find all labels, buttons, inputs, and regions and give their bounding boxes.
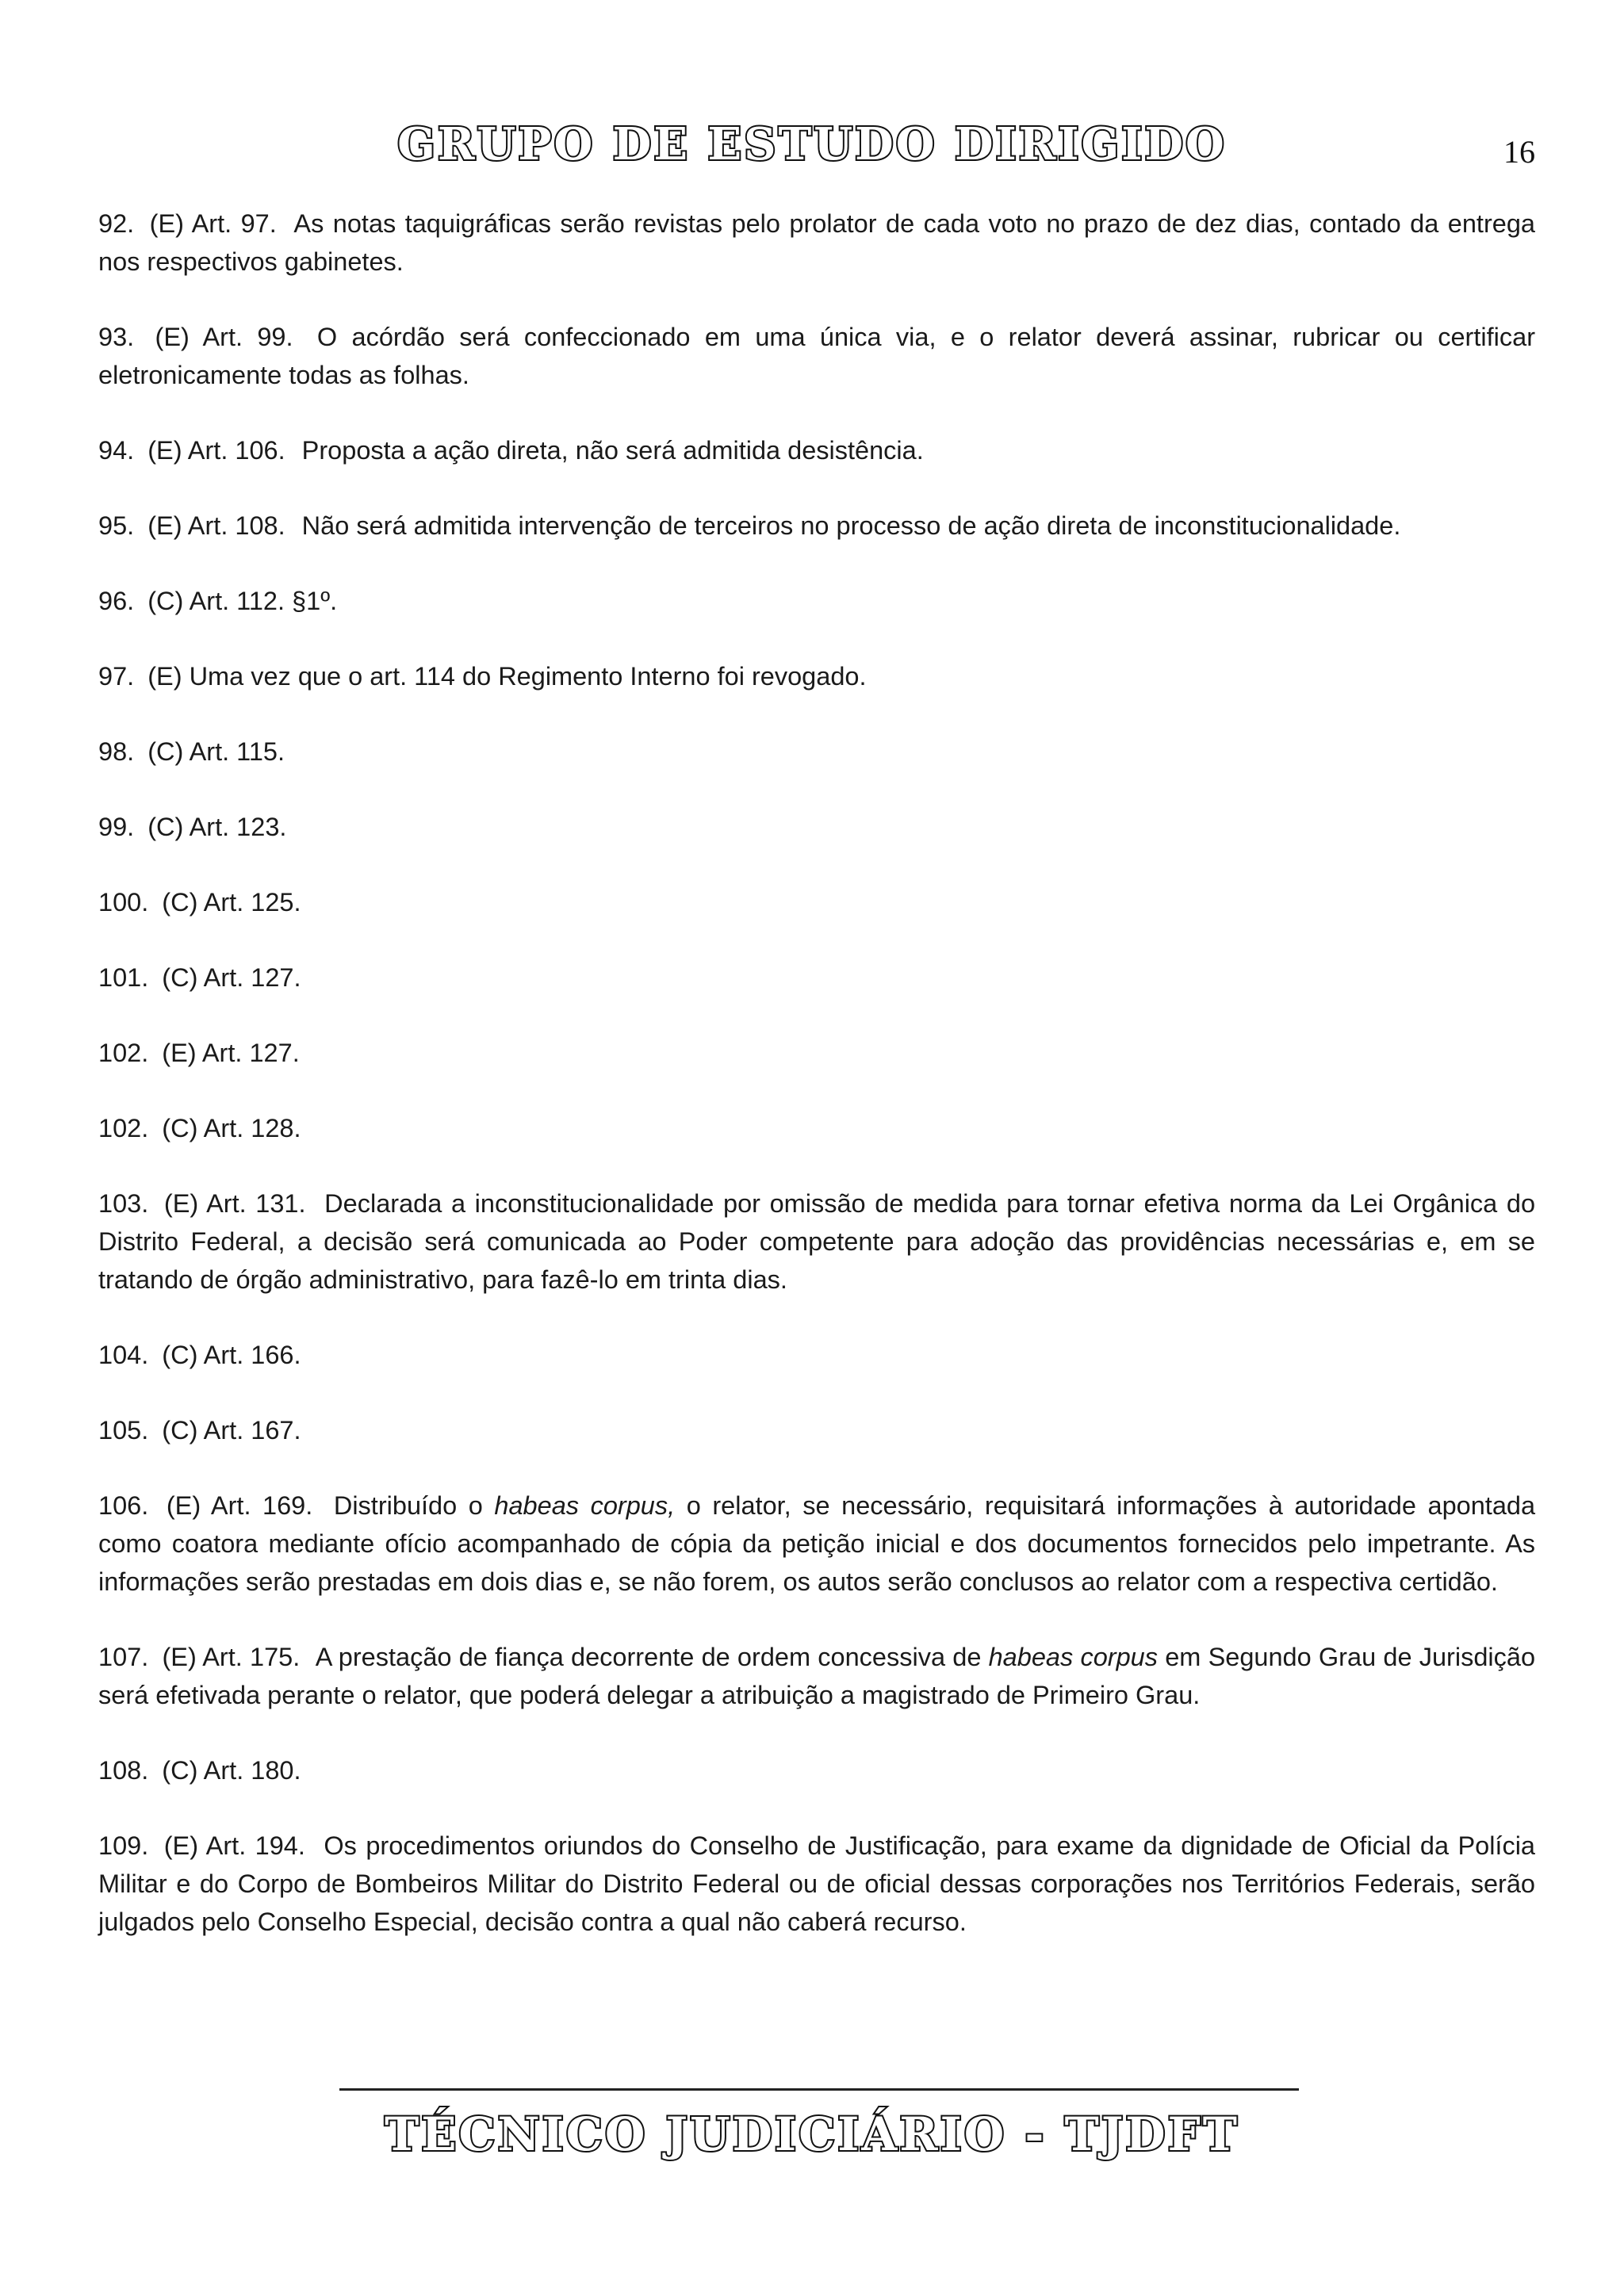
item-answer: (C) (162, 888, 198, 916)
item-number: 93. (98, 323, 135, 351)
item-answer: (E) (163, 1189, 199, 1218)
item-number: 96. (98, 587, 135, 615)
footer-divider (339, 2088, 1299, 2091)
item-text-before: A prestação de fiança decorrente de ordem concessiva de (315, 1643, 982, 1671)
item-text: O acórdão será confeccionado em uma única via, e o relator deverá assinar, rubricar ou certificar eletronicamente todas as folhas. (98, 323, 1536, 389)
item-article: Art. 169. (210, 1491, 313, 1520)
item-answer: (C) (162, 1341, 198, 1369)
item-article: Art. 106. (187, 436, 285, 465)
item-text: Proposta a ação direta, não será admitida desistência. (301, 436, 924, 465)
page-header (0, 113, 1624, 176)
answer-item-100 (98, 883, 1535, 921)
answer-item-108 (98, 1751, 1535, 1789)
item-text-italic: habeas corpus, (494, 1491, 676, 1520)
item-answer: (C) (162, 1114, 198, 1142)
answer-item-98 (98, 733, 1535, 771)
item-number: 102. (98, 1114, 149, 1142)
item-article: Art. 128. (203, 1114, 301, 1142)
item-answer: (E) (147, 662, 182, 691)
item-article: Art. 112. §1º. (189, 587, 338, 615)
page-title: GRUPO DE ESTUDO DIRIGIDO (397, 118, 1227, 170)
item-answer: (C) (147, 737, 184, 766)
item-number: 106. (98, 1491, 149, 1520)
answer-item-101 (98, 959, 1535, 997)
page-number: 16 (1503, 134, 1535, 170)
item-answer: (E) (162, 1039, 197, 1067)
item-number: 108. (98, 1756, 149, 1785)
item-number: 103. (98, 1189, 149, 1218)
item-article: Art. 115. (189, 737, 285, 766)
item-text-italic: habeas corpus (988, 1643, 1158, 1671)
item-number: 109. (98, 1831, 149, 1860)
item-article: Art. 167. (203, 1416, 301, 1445)
answer-item-106 (98, 1487, 1535, 1601)
answer-item-99 (98, 808, 1535, 846)
item-text-before: Distribuído o (333, 1491, 483, 1520)
answer-item-102b (98, 1109, 1535, 1147)
item-number: 101. (98, 963, 149, 992)
item-number: 100. (98, 888, 149, 916)
item-article: Art. 131. (206, 1189, 306, 1218)
answer-item-93 (98, 318, 1535, 394)
answer-item-97 (98, 657, 1535, 695)
item-text: Não será admitida intervenção de terceiros no processo de ação direta de inconstitucionalidade. (301, 511, 1401, 540)
item-number: 102. (98, 1039, 149, 1067)
item-number: 104. (98, 1341, 149, 1369)
item-text-after: o relator, se necessário, requisitará informações à autoridade apontada como coatora mediante ofício acompanhado de cópia da petição inicial e dos documentos fornecidos pelo impetrante. As informações serão prestadas em dois dias e, se não forem, os autos serão conclusos ao relator com a respectiva certidão. (98, 1491, 1536, 1596)
answer-item-107 (98, 1638, 1535, 1714)
answer-item-95 (98, 507, 1535, 545)
answer-item-102a (98, 1034, 1535, 1072)
footer-title: TÉCNICO JUDICIÁRIO - TJDFT (385, 2107, 1239, 2161)
item-number: 98. (98, 737, 135, 766)
item-number: 107. (98, 1643, 149, 1671)
item-article: Art. 166. (203, 1341, 301, 1369)
item-answer: (E) (149, 209, 184, 238)
item-number: 99. (98, 813, 135, 841)
answer-list (98, 205, 1535, 1941)
item-article: Art. 108. (187, 511, 285, 540)
item-text: Uma vez que o art. 114 do Regimento Interno foi revogado. (189, 662, 867, 691)
item-number: 95. (98, 511, 135, 540)
item-number: 97. (98, 662, 135, 691)
answer-item-92 (98, 205, 1535, 281)
item-article: Art. 99. (202, 323, 293, 351)
item-answer: (E) (166, 1491, 201, 1520)
item-article: Art. 97. (191, 209, 277, 238)
answer-item-96 (98, 582, 1535, 620)
item-article: Art. 125. (203, 888, 301, 916)
item-text: Os procedimentos oriundos do Conselho de Justificação, para exame da dignidade de Oficial da Polícia Militar e do Corpo de Bombeiros Militar do Distrito Federal ou de oficial dessas corporações nos Territórios Federais, serão julgados pelo Conselho Especial, decisão contra a qual não caberá recurso. (98, 1831, 1536, 1936)
answer-item-104 (98, 1336, 1535, 1374)
item-text: As notas taquigráficas serão revistas pelo prolator de cada voto no prazo de dez dias, contado da entrega nos respectivos gabinetes. (98, 209, 1535, 276)
item-answer: (C) (147, 587, 184, 615)
item-answer: (E) (162, 1643, 197, 1671)
item-answer: (E) (155, 323, 190, 351)
item-answer: (E) (147, 511, 182, 540)
item-text: Declarada a inconstitucionalidade por omissão de medida para tornar efetiva norma da Lei Orgânica do Distrito Federal, a decisão será comunicada ao Poder competente para adoção das providências necessárias e, em se tratando de órgão administrativo, para fazê-lo em trinta dias. (98, 1189, 1536, 1294)
item-article: Art. 127. (201, 1039, 300, 1067)
answer-item-103 (98, 1184, 1535, 1299)
item-answer: (C) (147, 813, 184, 841)
item-article: Art. 123. (189, 813, 287, 841)
item-article: Art. 180. (203, 1756, 301, 1785)
item-number: 92. (98, 209, 135, 238)
answer-item-105 (98, 1411, 1535, 1449)
item-answer: (E) (147, 436, 182, 465)
item-answer: (C) (162, 963, 198, 992)
answer-item-109 (98, 1827, 1535, 1941)
item-answer: (C) (162, 1756, 198, 1785)
item-text-after: em Segundo Grau de Jurisdição será efetivada perante o relator, que poderá delegar a atribuição a magistrado de Primeiro Grau. (98, 1643, 1536, 1709)
item-number: 94. (98, 436, 135, 465)
item-article: Art. 127. (203, 963, 301, 992)
answer-item-94 (98, 431, 1535, 469)
item-article: Art. 175. (202, 1643, 301, 1671)
item-answer: (C) (162, 1416, 198, 1445)
item-article: Art. 194. (205, 1831, 305, 1860)
item-answer: (E) (163, 1831, 199, 1860)
item-number: 105. (98, 1416, 149, 1445)
